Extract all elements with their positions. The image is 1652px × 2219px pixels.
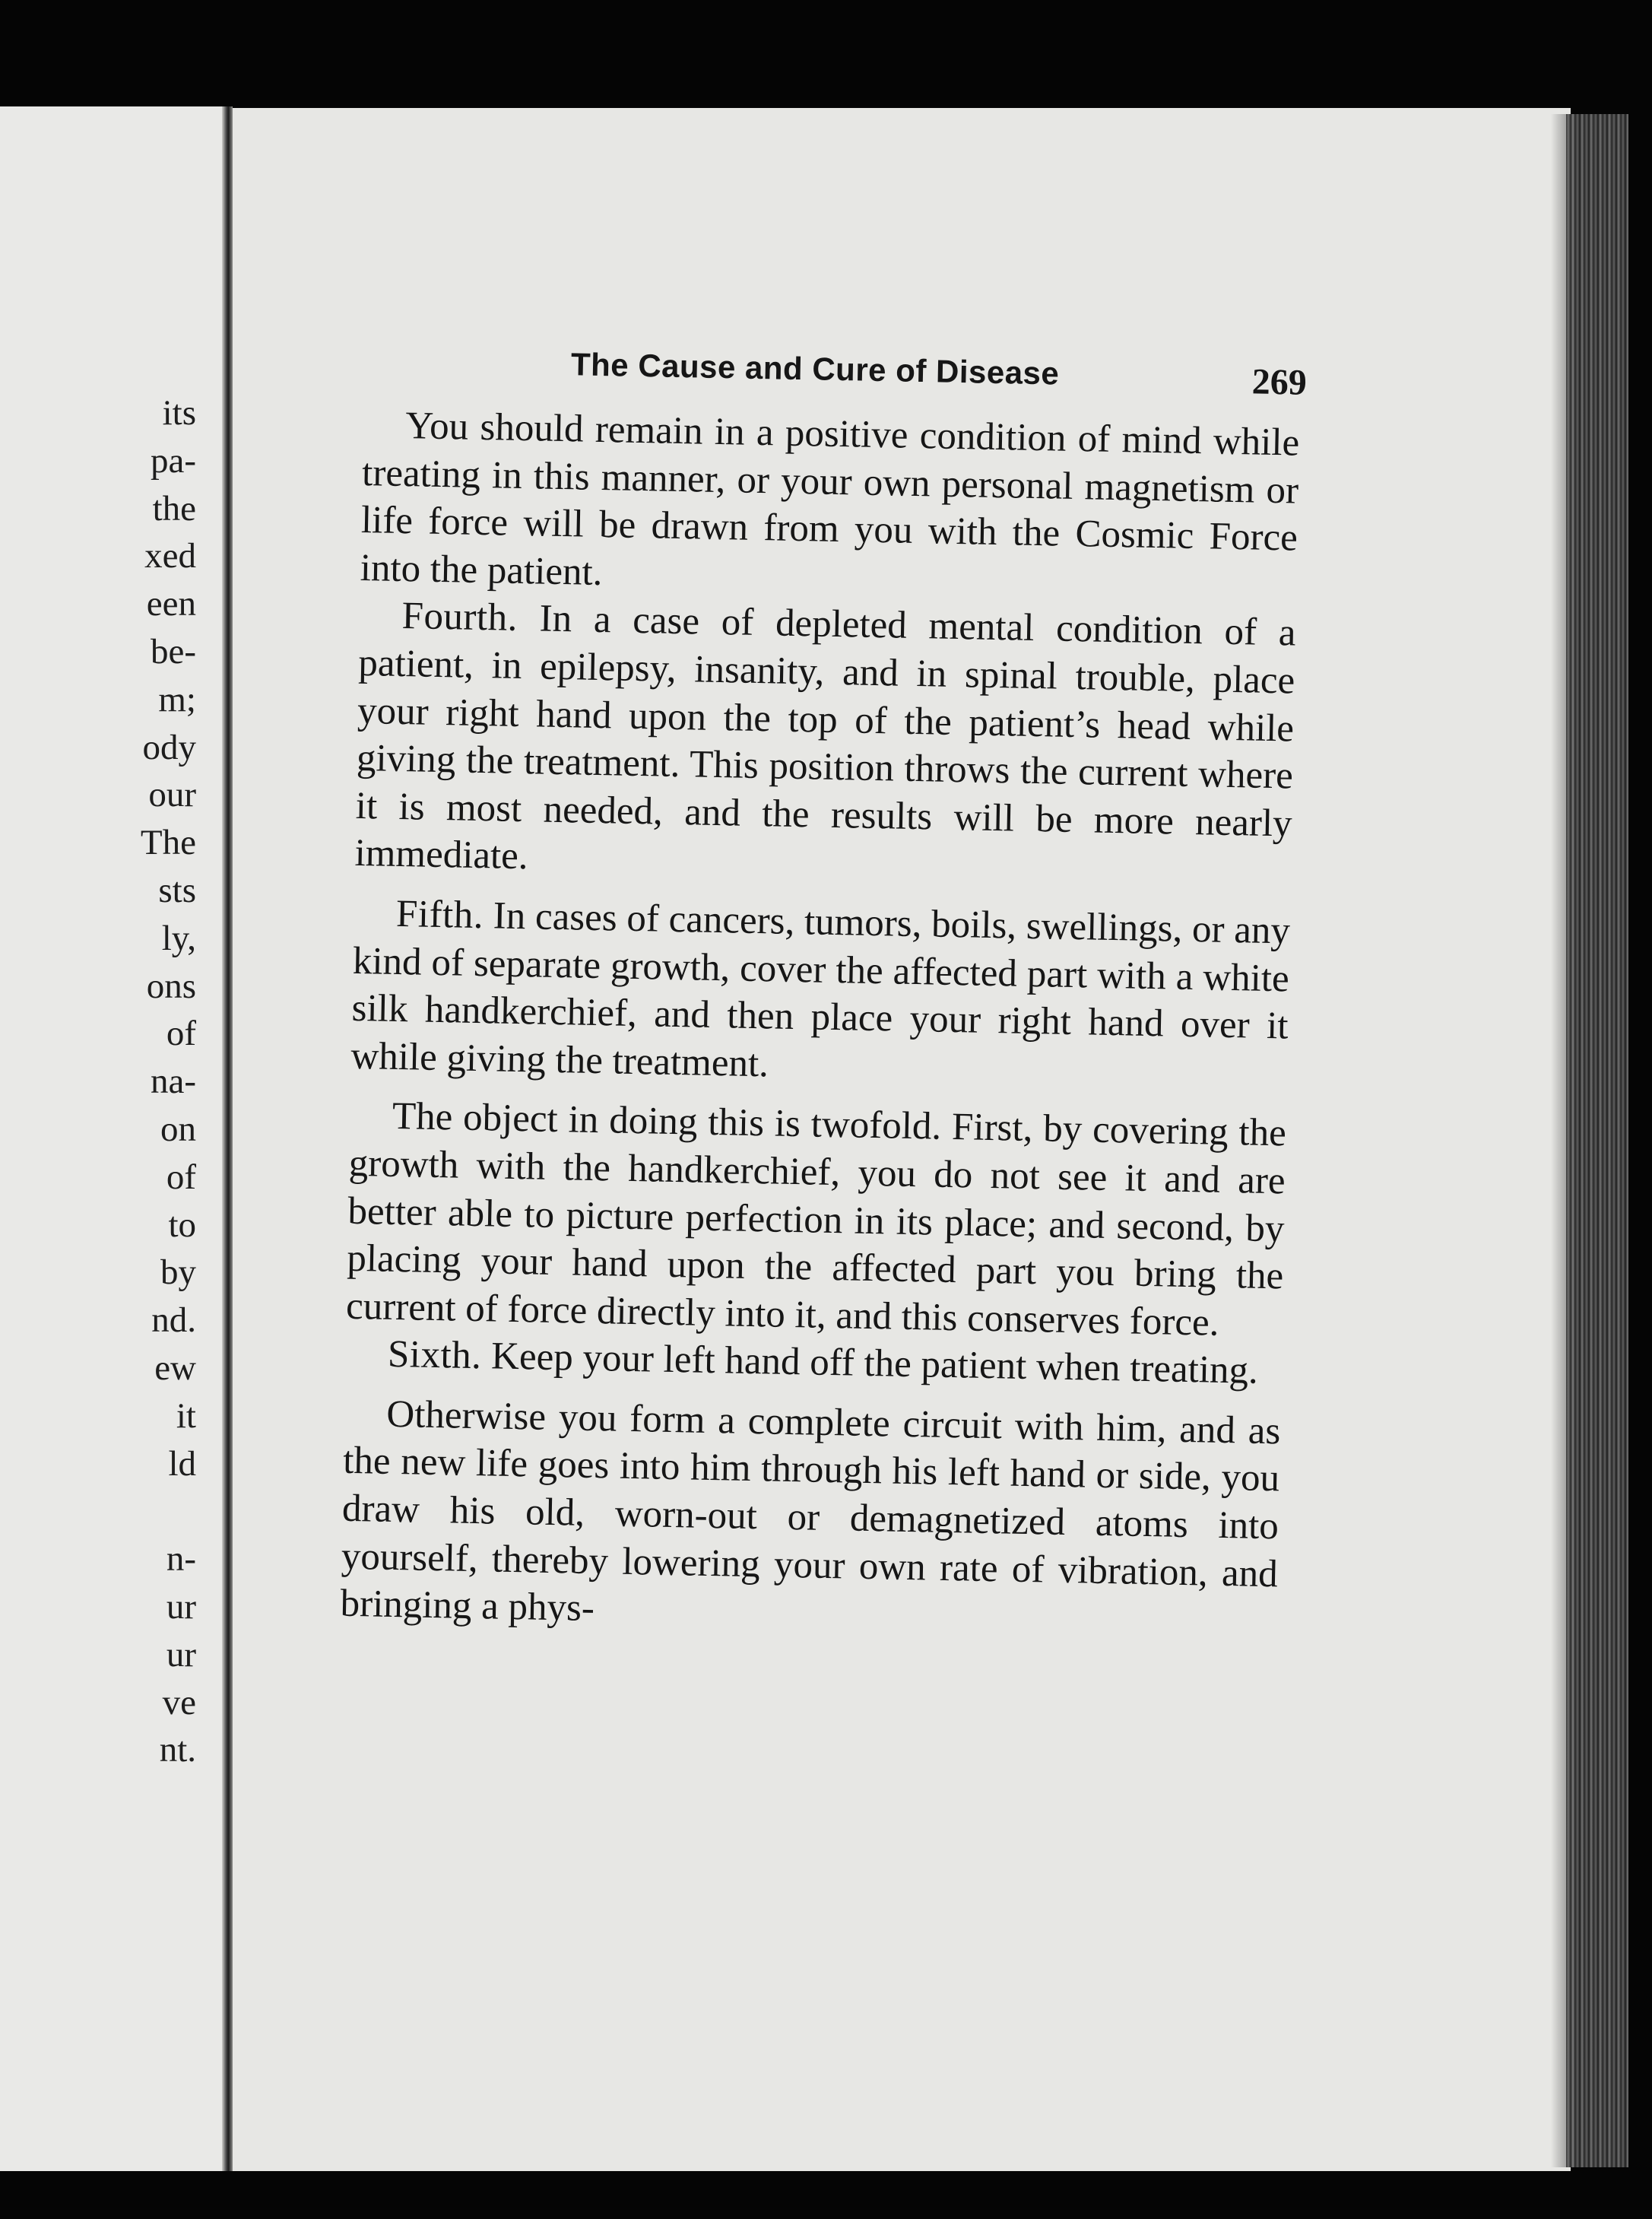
left-line: ld	[168, 1443, 196, 1484]
left-line: of	[166, 1014, 196, 1054]
paragraph-run-in: Fourth.	[401, 595, 518, 640]
left-line: nt.	[159, 1730, 196, 1770]
left-line: n-	[166, 1539, 196, 1579]
left-line: of	[166, 1157, 196, 1197]
paragraph-run-in: Fifth.	[395, 892, 484, 938]
left-line: pa-	[150, 440, 196, 481]
paragraph	[346, 1092, 1287, 1348]
page-content	[340, 324, 1308, 1646]
left-line: ly,	[161, 918, 196, 958]
left-line: to	[168, 1205, 196, 1245]
paragraph-run-in: Sixth.	[387, 1333, 482, 1378]
left-line: ur	[166, 1586, 196, 1627]
left-line: ve	[162, 1682, 196, 1722]
book-gutter	[222, 106, 233, 2171]
paragraph	[340, 1390, 1281, 1646]
paragraph-text: Keep your left hand off the patient when treating.	[490, 1335, 1259, 1393]
left-facing-page	[0, 106, 225, 2171]
page-number: 269	[1251, 361, 1308, 403]
running-title: The Cause and Cure of Disease	[570, 346, 1060, 392]
left-line: the	[152, 488, 196, 529]
page-stack-edge	[1566, 114, 1628, 2167]
paragraph-text: You should remain in a positive condition of mind while treating in this manner, or your own personal magnetism or life force will be drawn from you with the Cosmic Force into the patient.	[360, 405, 1300, 594]
paragraph-text: Otherwise you form a complete circuit with him, and as the new life goes into him through his left hand or side, you draw his old, worn-out or demagnetized atoms into yourself, thereby lowering your own rate of vibration, and bringing a phys-	[340, 1392, 1281, 1630]
left-line: by	[160, 1252, 196, 1293]
paragraph	[360, 402, 1300, 610]
paragraph	[350, 890, 1291, 1098]
left-line: its	[162, 393, 196, 433]
left-line: nd.	[151, 1300, 196, 1341]
paragraph	[354, 592, 1296, 895]
left-line: ody	[142, 727, 196, 767]
left-line-gap	[0, 1487, 196, 1535]
left-line: The	[140, 823, 196, 863]
left-line: m;	[158, 679, 196, 719]
left-line: on	[160, 1109, 196, 1149]
left-line: xed	[144, 536, 196, 576]
left-line: een	[146, 584, 196, 624]
left-line: ew	[154, 1348, 196, 1388]
left-line: ur	[166, 1634, 196, 1675]
paragraph-text: The object in doing this is twofold. First, by covering the growth with the handkerchief, you do not see it and are better able to picture perfection in its place; and second, by placing your hand upon the affected part you bring the current of force directly into it, and this conserves force.	[345, 1095, 1287, 1344]
left-page-text-fragments	[0, 389, 196, 1774]
left-line: be-	[150, 631, 196, 671]
paragraph-text: In a case of depleted mental condition of a patient, in epilepsy, insanity, and in spinal trouble, place your right hand upon the top of the patient’s head while giving the treatment. This position throws the current where it is most needed, and the results will be more nearly immediate.	[354, 597, 1296, 878]
body-text	[340, 402, 1300, 1646]
left-line: ons	[146, 966, 196, 1006]
left-line: our	[148, 775, 196, 815]
left-line: na-	[150, 1062, 196, 1102]
paragraph-text: In cases of cancers, tumors, boils, swellings, or any kind of separate growth, cover the affected part with a white silk handkerchief, and then place your right hand over it while giving the treatment.	[350, 894, 1291, 1086]
left-line: it	[176, 1395, 196, 1436]
left-line: sts	[158, 870, 196, 910]
